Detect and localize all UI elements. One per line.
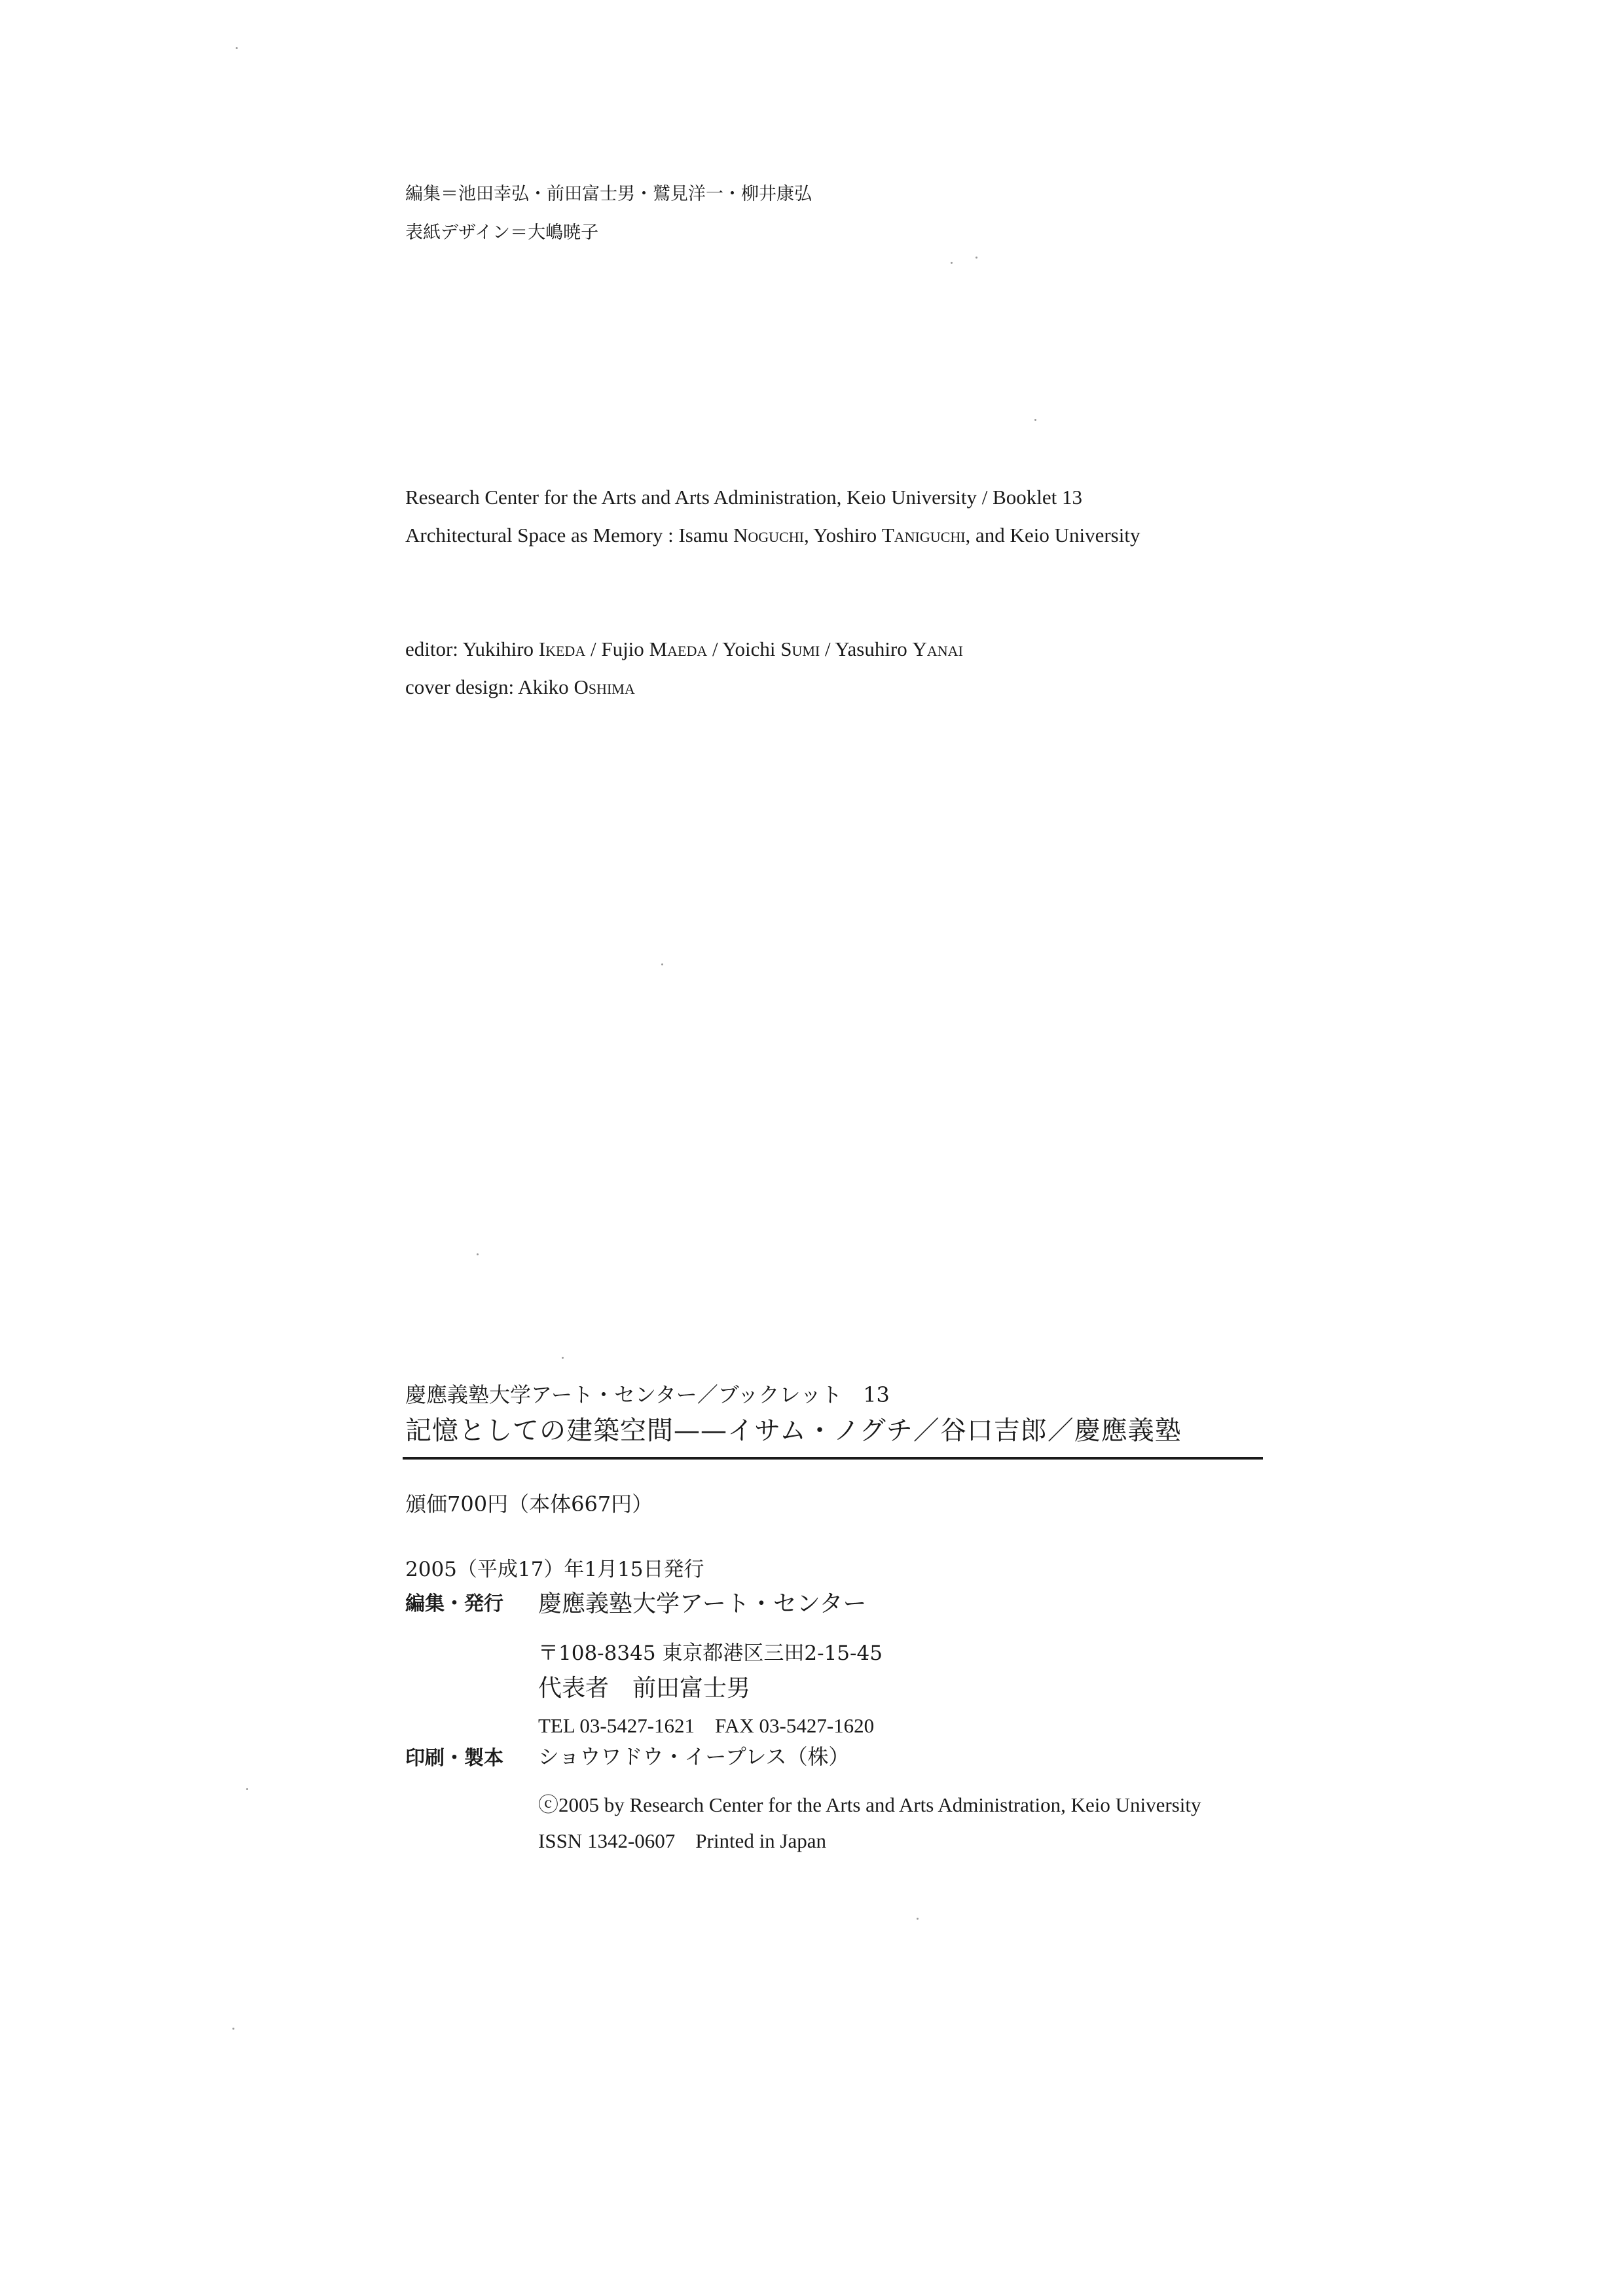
phone-fax: TEL 03-5427-1621 FAX 03-5427-1620 <box>538 1714 875 1737</box>
editor-en-ikeda: Ikeda <box>538 637 586 660</box>
editor-en-sumi: Sumi <box>780 637 820 660</box>
cover-design-en <box>405 677 635 697</box>
editor-en-part: / Fujio <box>585 637 649 660</box>
series-en: Research Center for the Arts and Arts Administration, Keio University / Booklet 13 <box>405 486 1083 509</box>
editor-en-maeda: Maeda <box>649 637 708 660</box>
scan-speck <box>477 1253 479 1255</box>
publisher-label: 編集・発行 <box>405 1592 503 1615</box>
title-jp: 記憶としての建築空間——イサム・ノグチ／谷口吉郎／慶應義塾 <box>405 1416 1182 1446</box>
editor-en-part: editor: Yukihiro <box>405 637 539 660</box>
editors-jp: 編集＝池田幸弘・前田富士男・鷲見洋一・柳井康弘 <box>405 184 812 204</box>
printer-label: 印刷・製本 <box>405 1747 503 1770</box>
publication-date: 2005（平成17）年1月15日発行 <box>405 1558 704 1581</box>
printer-name: ショウワドウ・イープレス（株） <box>538 1744 850 1769</box>
cover-en-oshima: Oshima <box>574 675 635 698</box>
cover-en-part: cover design: Akiko <box>405 675 574 698</box>
scan-speck <box>917 1918 919 1920</box>
divider-rule <box>403 1457 1263 1460</box>
scan-speck <box>951 262 953 264</box>
scan-speck <box>236 47 238 49</box>
copyright: ⓒ2005 by Research Center for the Arts and Arts Administration, Keio University <box>538 1793 1201 1816</box>
scan-speck <box>1034 419 1036 421</box>
scan-speck <box>661 963 663 965</box>
title-en-part: , and Keio University <box>965 524 1140 547</box>
scan-speck <box>562 1357 564 1359</box>
editors-en <box>405 639 963 659</box>
title-en-noguchi: Noguchi <box>733 524 804 547</box>
address: 〒108-8345 東京都港区三田2-15-45 <box>538 1641 883 1665</box>
issn: ISSN 1342-0607 Printed in Japan <box>538 1829 827 1852</box>
title-en <box>405 525 1140 545</box>
cover-design-jp: 表紙デザイン＝大嶋暁子 <box>405 223 599 243</box>
editor-en-part: / Yoichi <box>707 637 781 660</box>
title-en-part: Architectural Space as Memory : Isamu <box>405 524 733 547</box>
series-jp: 慶應義塾大学アート・センター／ブックレット 13 <box>405 1382 890 1407</box>
editor-en-yanai: Yanai <box>912 637 963 660</box>
scan-speck <box>976 257 977 259</box>
representative: 代表者 前田富士男 <box>538 1675 751 1702</box>
title-en-taniguchi: Taniguchi <box>881 524 966 547</box>
editor-en-part: / Yasuhiro <box>820 637 913 660</box>
publisher-name: 慶應義塾大学アート・センター <box>538 1590 867 1617</box>
scan-speck <box>232 2028 234 2030</box>
scan-speck <box>246 1788 248 1790</box>
title-en-part: , Yoshiro <box>803 524 882 547</box>
price: 頒価700円（本体667円） <box>405 1492 653 1516</box>
